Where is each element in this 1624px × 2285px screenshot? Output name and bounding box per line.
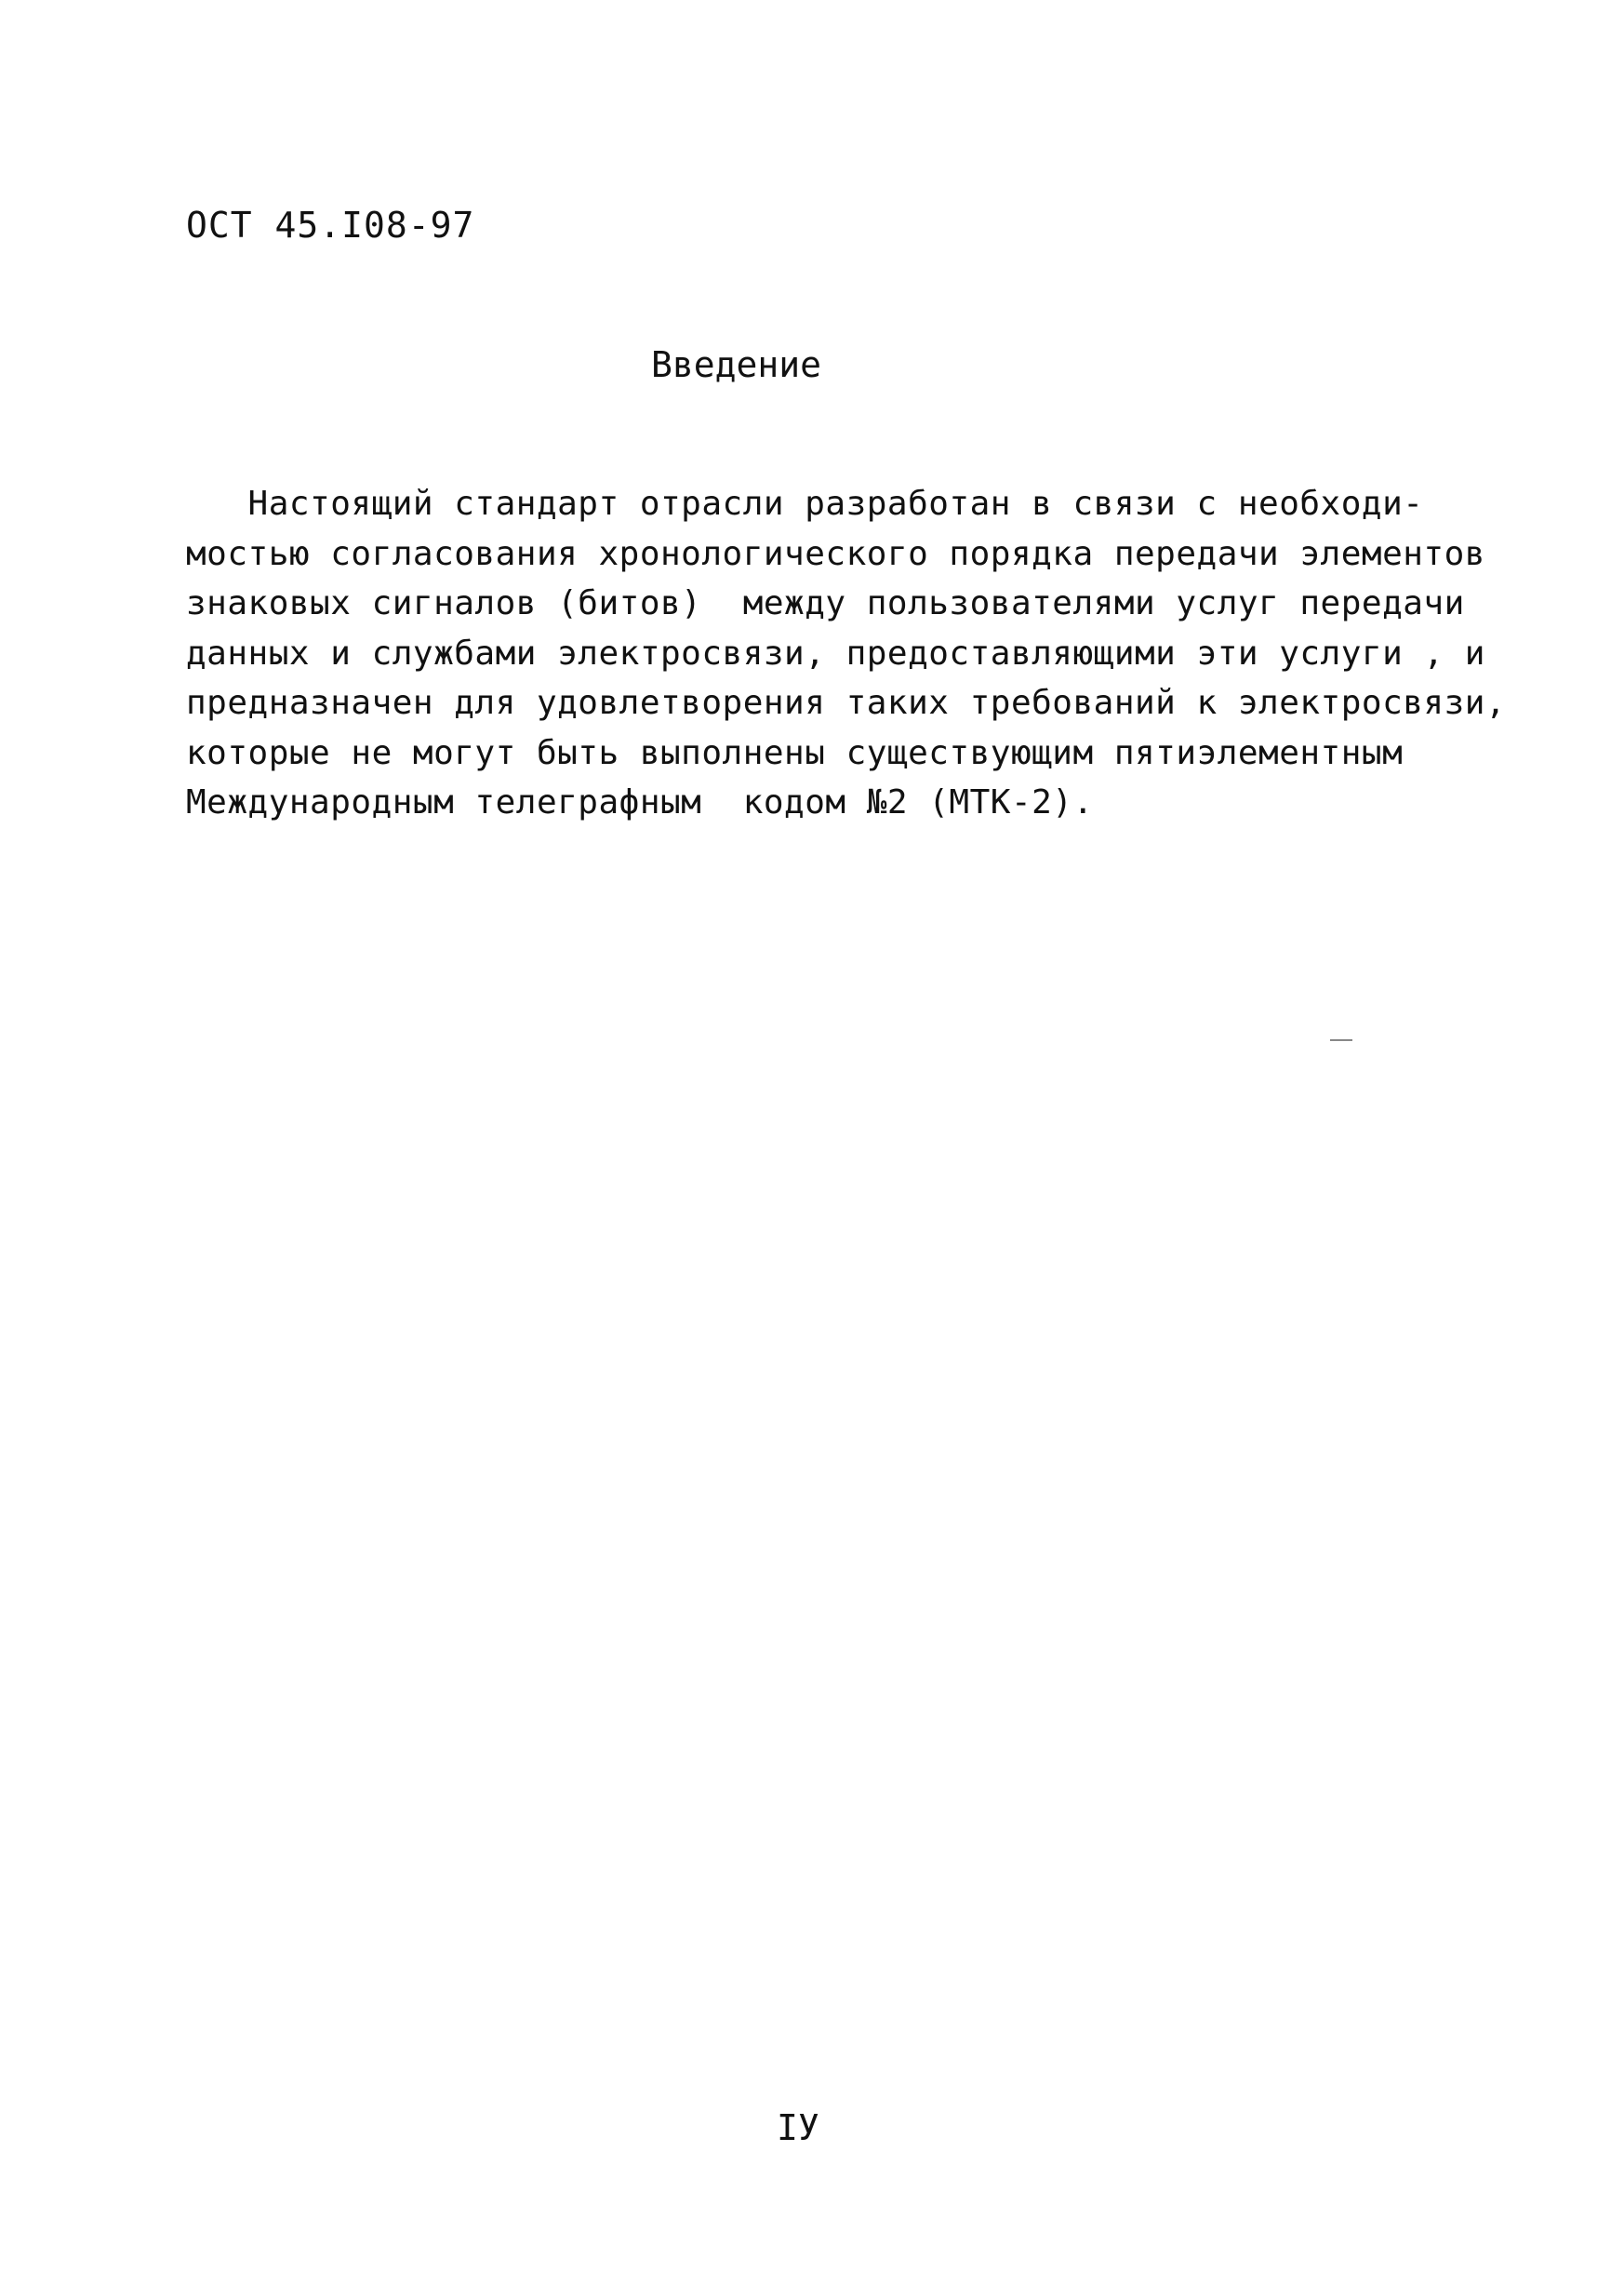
page-number: IУ — [777, 2107, 819, 2148]
paragraph-line: предназначен для удовлетворения таких требований к электросвязи, — [186, 684, 1507, 722]
document-code: ОСТ 45.I08-97 — [186, 205, 475, 246]
section-title: Введение — [651, 344, 822, 385]
paragraph-line: данных и службами электросвязи, предоставляющими эти услуги , и — [186, 634, 1485, 673]
paragraph-line: знаковых сигналов (битов) между пользователями услуг передачи — [186, 584, 1465, 622]
body-paragraph — [186, 479, 1507, 828]
paragraph-line: Настоящий стандарт отрасли разработан в связи с необходи- — [186, 485, 1424, 523]
paragraph-line: которые не могут быть выполнены существующим пятиэлементным — [186, 733, 1404, 772]
scan-speck — [1330, 1039, 1352, 1041]
paragraph-line: Международным телеграфным кодом №2 (МТК-2). — [186, 783, 1094, 822]
paragraph-line: мостью согласования хронологического порядка передачи элементов — [186, 534, 1485, 573]
